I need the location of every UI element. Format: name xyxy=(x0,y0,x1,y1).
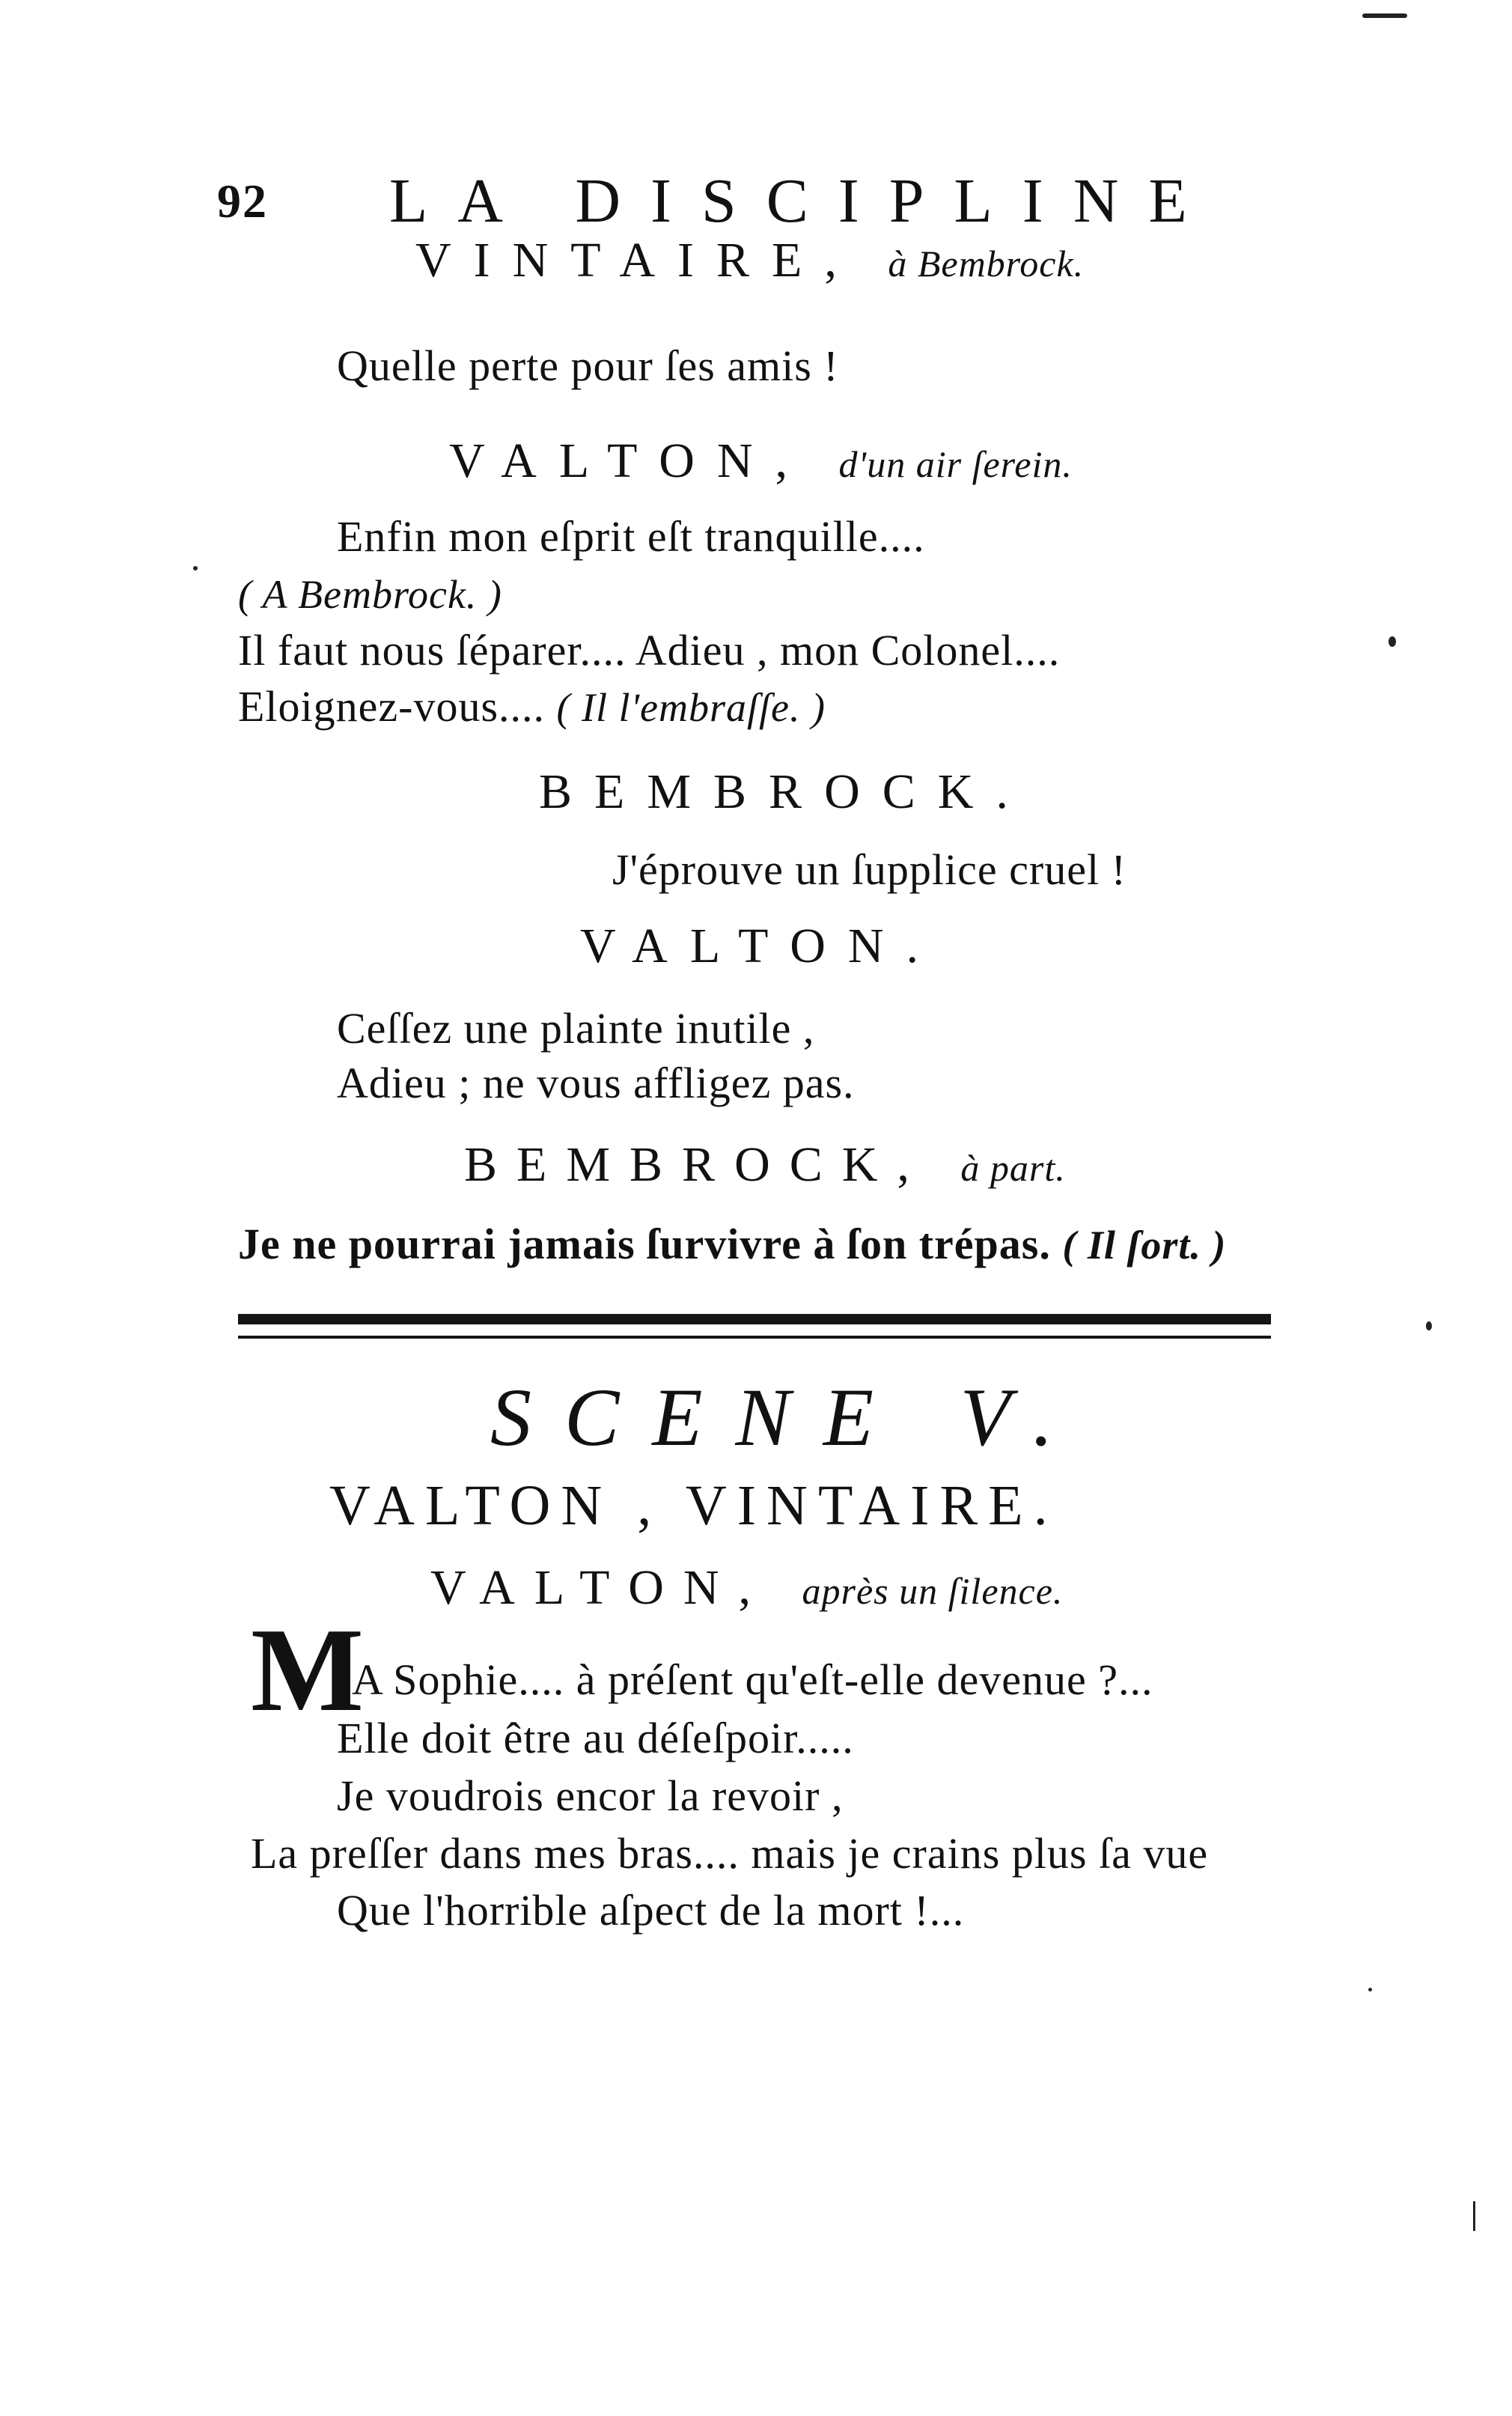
speaker-heading-valton: VALTON, d'un air ſerein. xyxy=(449,433,1073,488)
speaker-name: BEMBROCK xyxy=(464,1137,897,1192)
scene-characters: VALTON , VINTAIRE. xyxy=(329,1474,1058,1537)
verse-line: Quelle perte pour ſes amis ! xyxy=(337,341,839,390)
drop-cap: M xyxy=(251,1603,365,1736)
ink-speck xyxy=(193,566,198,570)
verse-line: Elle doit être au déſeſpoir..... xyxy=(337,1714,854,1762)
speaker-heading-valton: VALTON. xyxy=(580,919,942,973)
stage-direction: à Bembrock. xyxy=(888,243,1085,284)
verse-line: Enfin mon eſprit eſt tranquille.... xyxy=(337,512,925,561)
page-number: 92 xyxy=(217,174,268,228)
speaker-heading-vintaire: VINTAIRE, à Bembrock. xyxy=(415,233,1085,287)
speaker-name: VINTAIRE xyxy=(415,233,825,287)
stage-aside: ( A Bembrock. ) xyxy=(238,572,502,617)
stage-direction: d'un air ſerein. xyxy=(838,443,1073,485)
speaker-heading-valton: VALTON, après un ſilence. xyxy=(430,1560,1064,1615)
section-rule-thin xyxy=(238,1336,1271,1339)
ink-speck xyxy=(1388,636,1396,647)
verse-line xyxy=(238,1219,1226,1269)
ink-speck xyxy=(1473,2201,1475,2231)
verse-line: A Sophie.... à préſent qu'eſt-elle devenue ?... xyxy=(352,1655,1153,1704)
verse-text: Je ne pourrai jamais ſurvivre à ſon trépas. xyxy=(238,1220,1063,1268)
stage-direction: ( Il l'embraſſe. ) xyxy=(556,685,826,730)
stage-direction: à part. xyxy=(960,1147,1066,1189)
ink-speck xyxy=(1368,1988,1372,1991)
ink-speck xyxy=(1362,13,1407,18)
speaker-heading-bembrock: BEMBROCK, à part. xyxy=(464,1137,1066,1192)
verse-line: Je voudrois encor la revoir , xyxy=(337,1771,844,1820)
speaker-name: VALTON xyxy=(449,433,775,488)
verse-line xyxy=(238,681,826,731)
ink-speck xyxy=(1426,1321,1432,1330)
stage-direction: ( Il ſort. ) xyxy=(1062,1223,1227,1268)
scene-heading: SCENE V. xyxy=(490,1372,1087,1463)
verse-line: Adieu ; ne vous affligez pas. xyxy=(337,1059,855,1107)
section-rule-thick xyxy=(238,1314,1271,1324)
speaker-name: VALTON xyxy=(430,1560,739,1615)
verse-line: J'éprouve un ſupplice cruel ! xyxy=(612,845,1127,894)
verse-line: Ceſſez une plainte inutile , xyxy=(337,1004,815,1053)
verse-line: La preſſer dans mes bras.... mais je crains plus ſa vue xyxy=(251,1829,1209,1878)
verse-text: Eloignez-vous.... xyxy=(238,682,557,731)
verse-line: Il faut nous ſéparer.... Adieu , mon Colonel.... xyxy=(238,626,1061,675)
stage-direction: après un ſilence. xyxy=(802,1570,1064,1612)
speaker-heading-bembrock: BEMBROCK. xyxy=(539,764,1031,819)
verse-line: Que l'horrible aſpect de la mort !... xyxy=(337,1886,965,1935)
running-title: LA DISCIPLINE xyxy=(389,166,1217,236)
